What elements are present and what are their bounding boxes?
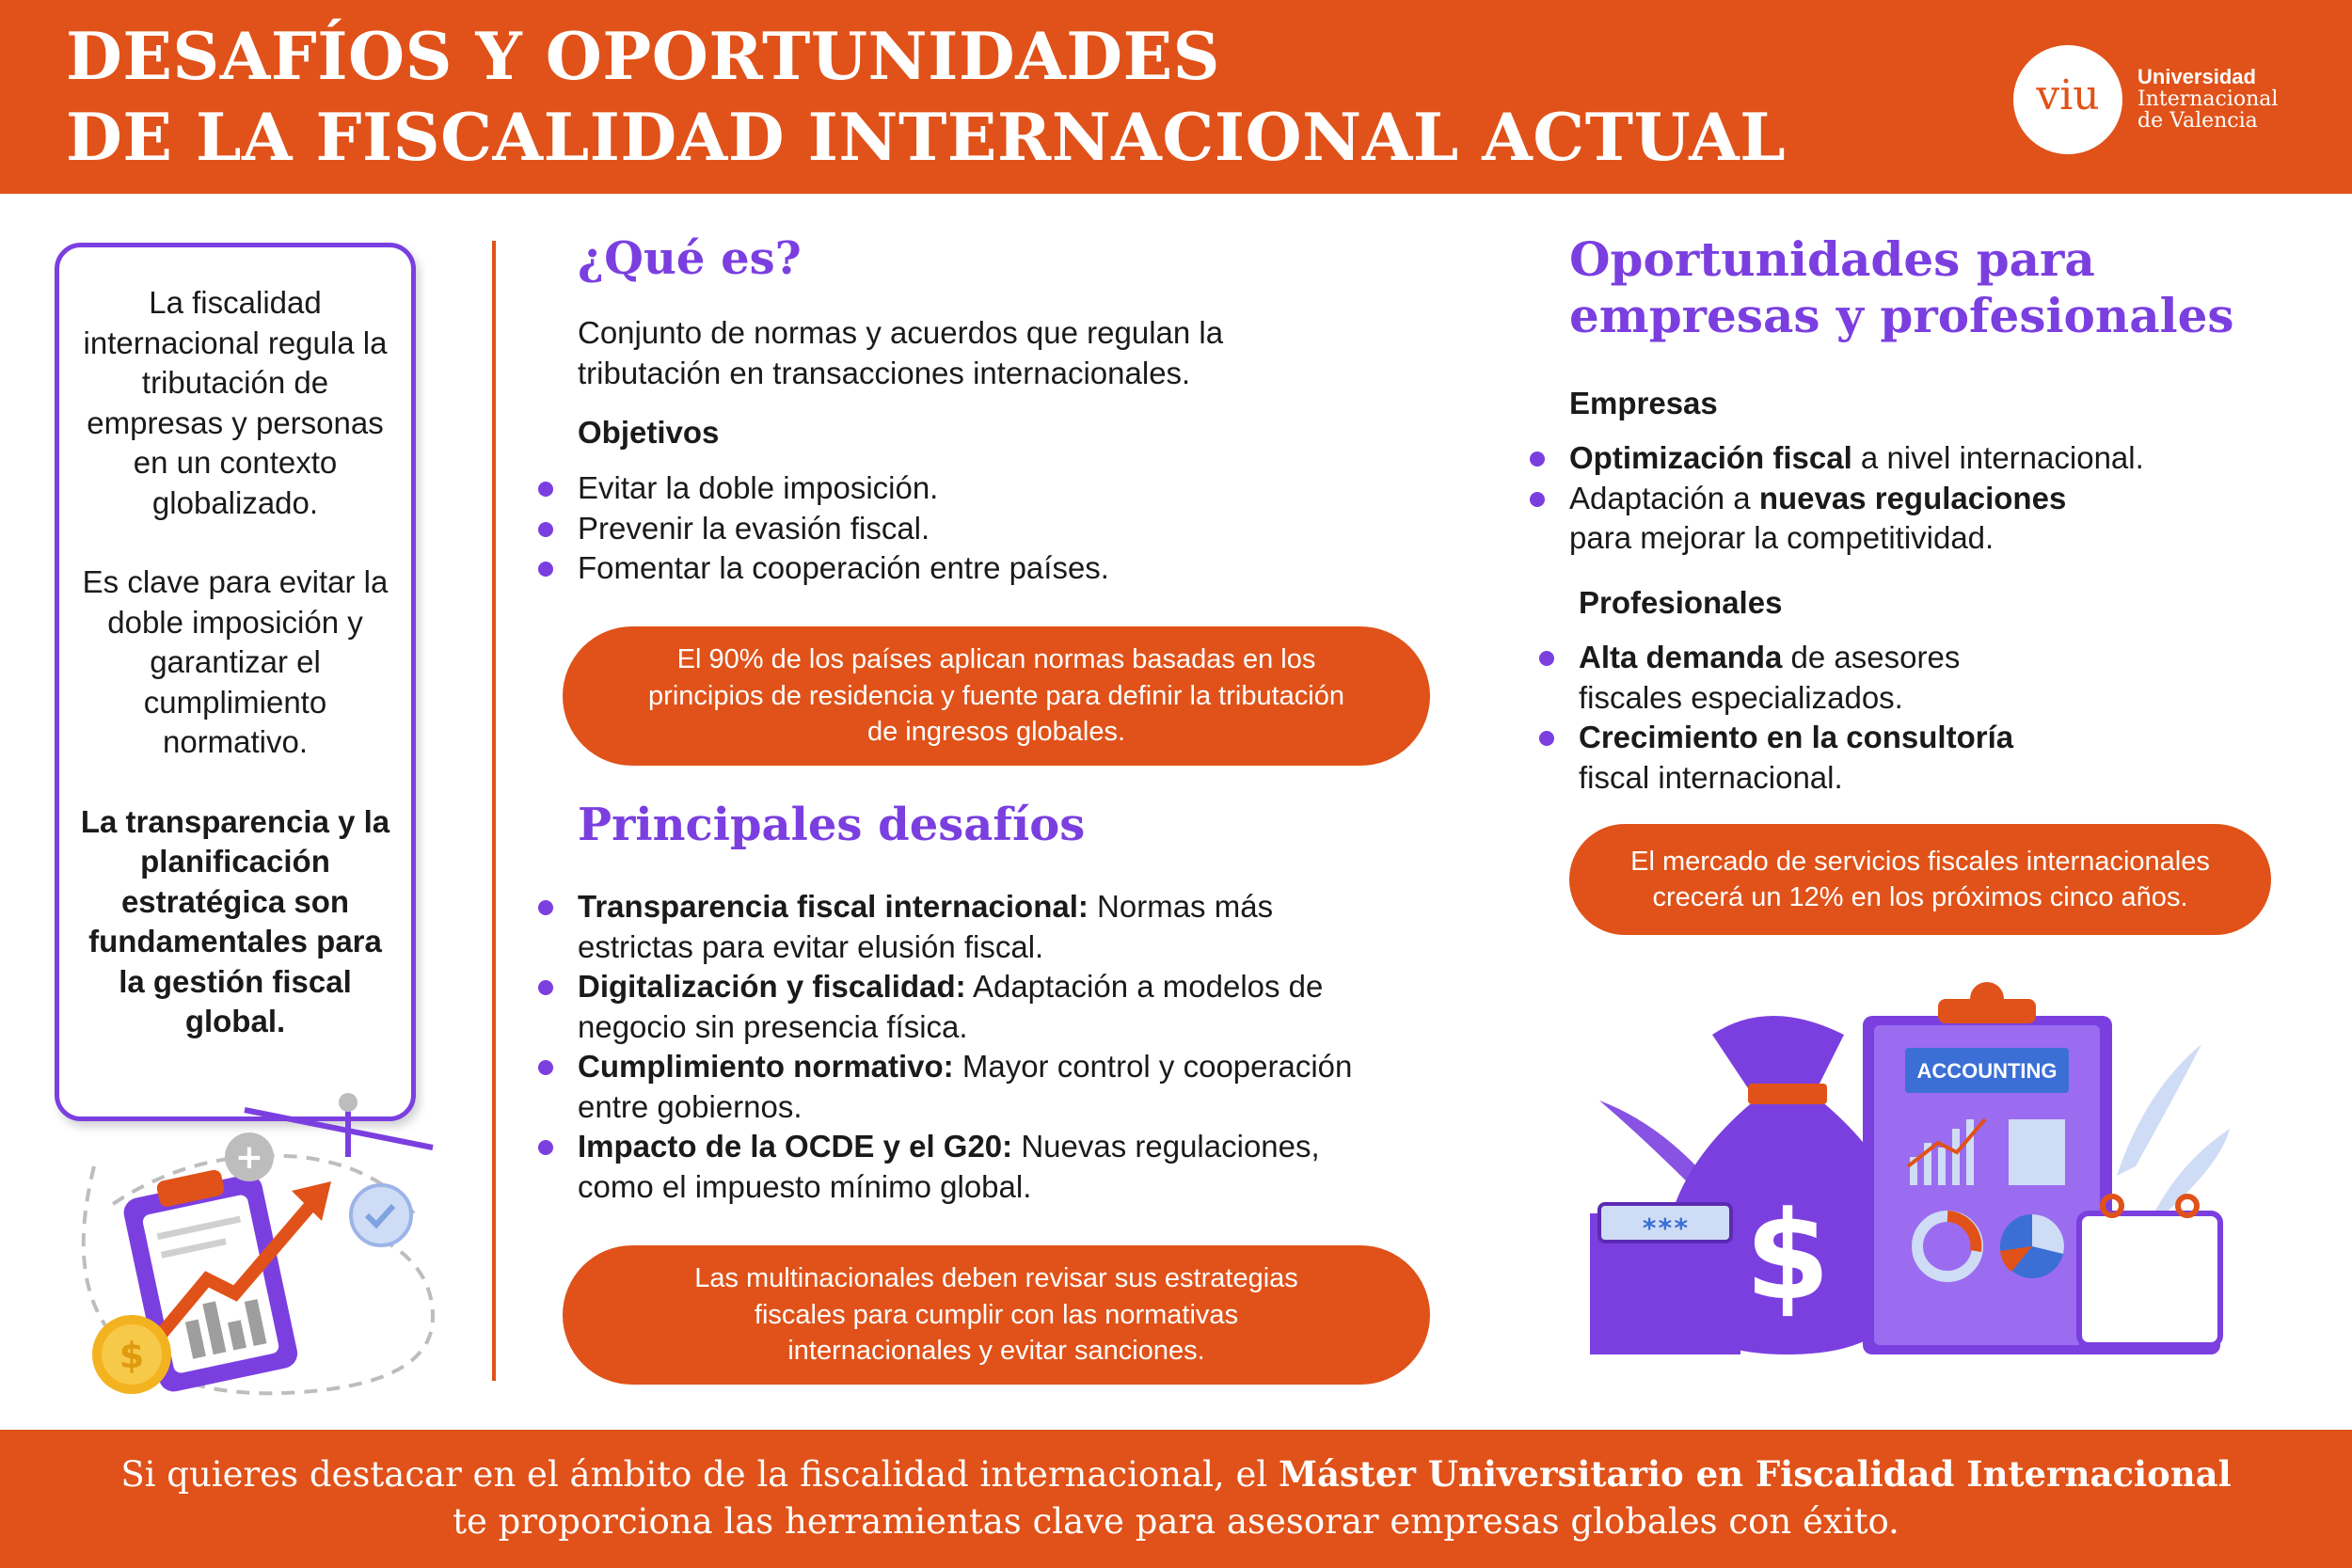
footer-banner: [0, 1430, 2352, 1568]
intro-paragraph-2: Es clave para evitar la doble imposición y garantizar el cumplimiento normativo.: [82, 564, 389, 759]
empresas-title: Empresas: [1569, 386, 1718, 420]
column-divider: [492, 241, 496, 1381]
que-es-heading: ¿Qué es?: [578, 232, 802, 285]
title-line-1: DESAFÍOS Y OPORTUNIDADES: [66, 19, 1221, 95]
master-link[interactable]: Máster Universitario en Fiscalidad Internacional: [1278, 1453, 2232, 1495]
stat-mercado-text: El mercado de servicios fiscales internacionales crecerá un 12% en los próximos cinco años.: [1630, 846, 2210, 912]
logo-text: [2137, 66, 2278, 132]
svg-text:$: $: [1744, 1184, 1831, 1327]
objectives-list: [536, 468, 1383, 589]
clipboard-accounting-icon: [1863, 982, 2112, 1354]
svg-text:***: ***: [1641, 1212, 1690, 1243]
stat-pill-mercado: [1569, 824, 2271, 935]
desafios-list: [536, 887, 1383, 1207]
empresas-item: Adaptación a nuevas regulaciones para mejorar la competitividad.: [1528, 479, 2186, 559]
logo-line-2: Internacional: [2137, 87, 2279, 111]
objectives-title: Objetivos: [578, 415, 720, 450]
desafios-heading: Principales desafíos: [578, 799, 1086, 851]
calendar-icon: [2079, 1196, 2220, 1354]
profesionales-list: [1537, 638, 2064, 798]
coin-icon: [92, 1315, 171, 1394]
title-line-2: DE LA FISCALIDAD INTERNACIONAL ACTUAL: [66, 100, 1787, 176]
oportunidades-heading: Oportunidades para empresas y profesionales: [1569, 231, 2234, 343]
desafio-item: Impacto de la OCDE y el G20: Nuevas regulaciones, como el impuesto mínimo global.: [536, 1127, 1383, 1207]
university-logo[interactable]: [2013, 45, 2277, 154]
profesionales-item: Alta demanda de asesores fiscales especializados.: [1537, 638, 2064, 718]
svg-text:ACCOUNTING: ACCOUNTING: [1916, 1059, 2058, 1083]
svg-text:$: $: [119, 1335, 145, 1376]
logo-mark: viu: [2013, 45, 2122, 154]
accounting-illustration: [1581, 978, 2239, 1364]
objective-item: Fomentar la cooperación entre países.: [536, 548, 1383, 589]
note-pill-multinacionales: [563, 1245, 1430, 1385]
profesionales-item: Crecimiento en la consultoría fiscal internacional.: [1537, 718, 2064, 798]
stat-residence-text: El 90% de los países aplican normas basadas en los principios de residencia y fuente para definir la tributación de ingresos globales.: [648, 644, 1344, 748]
objective-item: Evitar la doble imposición.: [536, 468, 1383, 509]
intro-paragraph-3: La transparencia y la planificación estratégica son fundamentales para la gestión fiscal global.: [80, 803, 390, 1038]
card-machine-icon: [1590, 1204, 1740, 1354]
page-title: [66, 17, 1786, 179]
logo-line-1: Universidad: [2137, 65, 2256, 88]
multinacionales-note-text: Las multinacionales deben revisar sus estrategias fiscales para cumplir con las normativas internacionales y evitar sanciones.: [694, 1263, 1298, 1367]
objective-item: Prevenir la evasión fiscal.: [536, 509, 1383, 549]
empresas-list: [1528, 438, 2186, 559]
footer-line-1: Si quieres destacar en el ámbito de la fiscalidad internacional, el Máster Universitario en Fiscalidad Internacional: [120, 1453, 2232, 1495]
logo-line-3: de Valencia: [2137, 109, 2258, 133]
que-es-description: Conjunto de normas y acuerdos que regulan la tributación en transacciones internacionales.: [578, 315, 1224, 390]
desafio-item: Cumplimiento normativo: Mayor control y cooperación entre gobiernos.: [536, 1047, 1383, 1127]
stat-pill-residence: [563, 626, 1430, 766]
intro-box: [55, 243, 416, 1121]
empresas-item: Optimización fiscal a nivel internacional.: [1528, 438, 2186, 479]
scale-icon: [245, 1093, 433, 1245]
footer-line-2: te proporciona las herramientas clave para asesorar empresas globales con éxito.: [453, 1501, 1899, 1542]
desafio-item: Transparencia fiscal internacional: Normas más estrictas para evitar elusión fiscal.: [536, 887, 1383, 967]
header-banner: [0, 0, 2352, 194]
growth-chart-illustration: [56, 1091, 452, 1420]
intro-paragraph-1: La fiscalidad internacional regula la tributación de empresas y personas en un contexto globalizado.: [83, 285, 388, 520]
svg-text:+: +: [234, 1138, 264, 1177]
desafio-item: Digitalización y fiscalidad: Adaptación a modelos de negocio sin presencia física.: [536, 967, 1383, 1047]
profesionales-title: Profesionales: [1579, 585, 1783, 620]
